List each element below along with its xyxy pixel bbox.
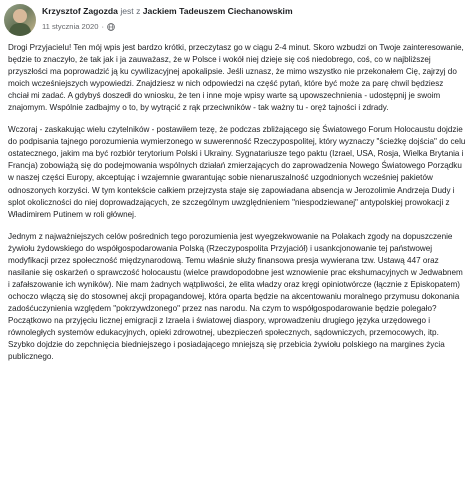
connector-text: jest z bbox=[120, 6, 141, 16]
post-body bbox=[4, 42, 468, 363]
post-paragraph-1: Drogi Przyjacielu! Ten mój wpis jest bardzo krótki, przeczytasz go w ciągu 2-4 minut. Skoro wzbudzi on Twoje zainteresowanie, będzie to znaczyło, że tak jak i ja zauważasz, że w Polsce i wokół niej dzieje się coś niedobrego, coś, co w najbliższej przyszłości ma poprowadzić ją ku cywilizacyjnej apokalipsie. Jeśli uznasz, że mimo wszystko nie przekonałem Cię, zajrzyj do moich wcześniejszych wypowiedzi. Znajdziesz w nich odpowiedzi na część pytań, które być może za parę chwil będziesz chciał mi zadać. A gdybyś doszedł do wniosku, że ten i inne moje wpisy warte są upowszechnienia - udostępnij je swoim znajomym. Wspólnie zadbajmy o to, by wytrącić z rąk przeciwników - tak ważny tu - oręż tajności i zdrady. bbox=[8, 43, 464, 113]
avatar-head bbox=[13, 9, 27, 23]
author-line bbox=[42, 6, 293, 16]
author-name-link[interactable]: Krzysztof Zagozda bbox=[42, 6, 118, 16]
tagged-person-link[interactable]: Jackiem Tadeuszem Ciechanowskim bbox=[142, 6, 293, 16]
meta-separator: · bbox=[101, 22, 104, 31]
post-header bbox=[0, 0, 472, 42]
post-paragraph-2: Wczoraj - zaskakując wielu czytelników - postawiłem tezę, że podczas zbliżającego się Światowego Forum Holocaustu dojdzie do podpisania tajnego porozumienia wymierzonego w suwerenność Rzeczypospolitej, który wyznaczy "ścieżkę dojścia" do celu ostatecznego, jakim ma być rozbiór terytorium Polski i Ukrainy. Sygnatariusze tego paktu (Izrael, USA, Rosja, Wielka Brytania i Francja) zobowiążą się do podejmowania wspólnych działań zmierzających do zaprowadzenia Nowego Światowego Porządku w naszej części Europy, akceptując i wzajemnie gwarantując sobie nienaruszalność uzgodnionych wcześniej pakietów odnoszonych korzyści. W tym kontekście całkiem przejrzysta staje się zapowiadana absencja w Jerozolimie Andrzeja Dudy i splot okoliczności do niej doprowadzających, ze szczególnym uwzględnieniem "niespodziewanej" antypolskiej prowokacji z Władimirem Putinem w roli głównej. bbox=[8, 125, 466, 219]
post-paragraph-3: Jednym z najważniejszych celów pośrednich tego porozumienia jest wyegzekwowanie na Polakach zgody na dopuszczenie żywiołu żydowskiego do współgospodarowania Polską (Rzeczypospolita Przyjaciół) i usankcjonowanie tej państwowej modyfikacji przez społeczność międzynarodową. Temu właśnie służy finansowa presja wywierana tzw. Ustawą 447 oraz nasilanie się oskarżeń o sprawczość holocaustu (wielce prawdopodobne jest wznowienie prac ekshumacyjnych w Jedwabnem i zafałszowanie ich wyników). Nie mam żadnych wątpliwości, że elita władzy oraz kręgi opiniotwórcze (łącznie z Episkopatem) ochoczo włączą się do stosownej akcji propagandowej, która oparta będzie na akcentowaniu moralnego przymusu dokonania zadośćuczynienia względem "pokrzywdzonego" przez nas narodu. Na czym to współgospodarowanie będzie polegało? Początkowo na przyjęciu licznej emigracji z Izraela i światowej diaspory, wprowadzeniu drugiego języka urzędowego i równoległych systemów edukacyjnych, opieki zdrowotnej, ubezpieczeń społecznych, sądowniczych, przemocowych, itp. Szybko dojdzie do zepchnięcia biedniejszego i posiadającego mniejszą się przebicia żywiołu polskiego na margines życia publicznego. bbox=[8, 231, 463, 362]
avatar[interactable] bbox=[4, 4, 36, 36]
post-meta bbox=[42, 22, 115, 31]
post-date-link[interactable]: 11 stycznia 2020 bbox=[42, 22, 99, 31]
avatar-body bbox=[9, 23, 31, 36]
globe-icon[interactable] bbox=[107, 23, 115, 31]
